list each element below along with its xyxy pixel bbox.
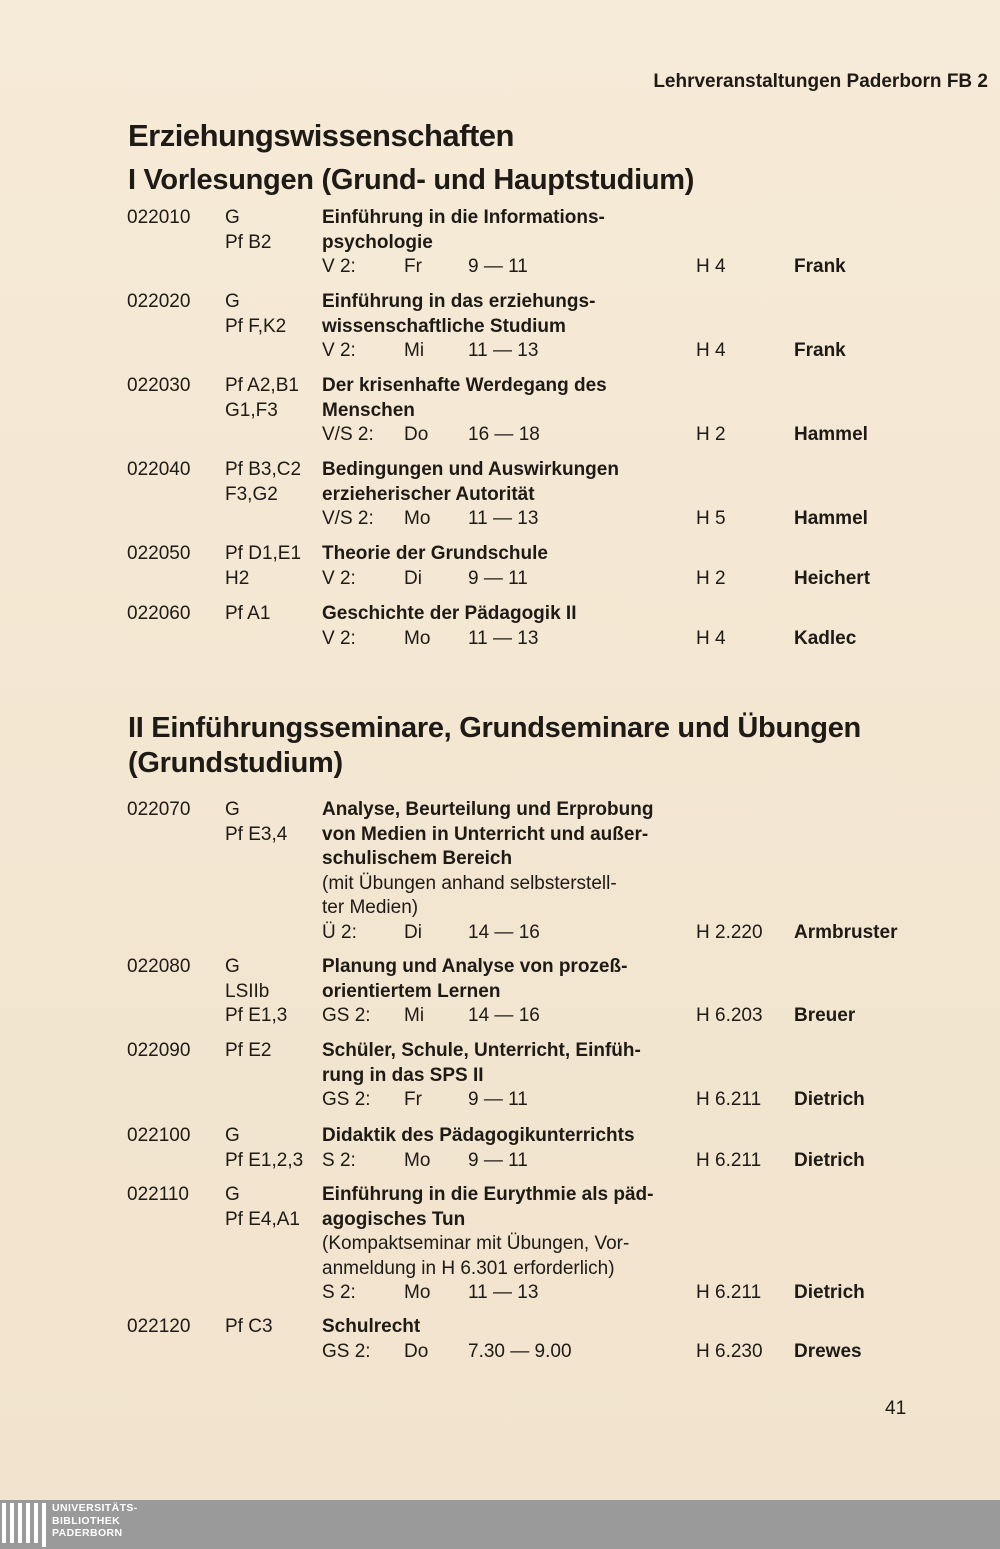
course-lecturer: Frank xyxy=(794,256,846,277)
course-type: GS 2: xyxy=(322,1005,371,1026)
course-codes xyxy=(225,290,286,339)
course-number: 022120 xyxy=(127,1316,191,1337)
course-code: Pf E2 xyxy=(225,1040,272,1061)
course-lecturer: Heichert xyxy=(794,567,871,589)
section-title xyxy=(128,163,694,198)
course-code: G xyxy=(225,207,240,228)
course-time: 11 — 13 xyxy=(468,340,539,361)
course-room: H 6.230 xyxy=(696,1340,763,1362)
course-time: 9 — 11 xyxy=(468,256,528,277)
course-schedule xyxy=(322,567,982,592)
course-lecturer: Armbruster xyxy=(794,921,898,943)
course-number: 022080 xyxy=(127,956,191,977)
course-details xyxy=(322,1183,982,1306)
course-lecturer: Hammel xyxy=(794,508,868,529)
course-details xyxy=(322,458,982,532)
course-schedule xyxy=(322,627,982,652)
course-code: Pf C3 xyxy=(225,1316,273,1337)
course-room: H 5 xyxy=(696,508,726,529)
library-logo-icon xyxy=(2,1503,46,1547)
course-type: S 2: xyxy=(322,1282,356,1303)
course-codes xyxy=(225,602,270,627)
course-number: 022050 xyxy=(127,543,191,564)
course-details xyxy=(322,602,982,651)
course-time: 11 — 13 xyxy=(468,508,539,529)
course-title-line: erzieherischer Autorität xyxy=(322,483,535,505)
course-lecturer: Breuer xyxy=(794,1005,856,1026)
course-code: Pf E4,A1 xyxy=(225,1208,300,1230)
course-schedule xyxy=(322,255,982,280)
section-title xyxy=(128,711,861,781)
course-type: V/S 2: xyxy=(322,424,374,445)
course-day: Fr xyxy=(404,256,422,277)
course-type: V 2: xyxy=(322,567,356,589)
course-room: H 4 xyxy=(696,256,726,277)
course-code: G1,F3 xyxy=(225,399,278,421)
course-title-line: Schüler, Schule, Unterricht, Einfüh- xyxy=(322,1040,641,1061)
course-code: LSIIb xyxy=(225,980,270,1002)
course-time: 9 — 11 xyxy=(468,567,528,589)
course-type: V 2: xyxy=(322,340,356,361)
course-lecturer: Hammel xyxy=(794,424,868,445)
page-number: 41 xyxy=(885,1398,907,1419)
course-number: 022100 xyxy=(127,1125,191,1146)
course-title-line: Bedingungen und Auswirkungen xyxy=(322,459,619,480)
course-room: H 6.211 xyxy=(696,1282,762,1303)
course-details xyxy=(322,798,982,945)
course-room: H 2 xyxy=(696,567,726,589)
course-code: Pf A1 xyxy=(225,603,271,624)
course-schedule xyxy=(322,1281,982,1306)
course-title-line: Einführung in die Eurythmie als päd- xyxy=(322,1184,654,1205)
course-day: Mo xyxy=(404,508,431,529)
course-time: 14 — 16 xyxy=(468,1005,540,1026)
course-number: 022030 xyxy=(127,375,191,396)
course-type: Ü 2: xyxy=(322,921,357,943)
course-details xyxy=(322,290,982,364)
course-lecturer: Kadlec xyxy=(794,627,857,649)
course-details xyxy=(322,542,982,591)
course-room: H 4 xyxy=(696,340,726,361)
course-code: G xyxy=(225,1125,240,1146)
course-room: H 2.220 xyxy=(696,921,763,943)
course-title-line: rung in das SPS II xyxy=(322,1064,484,1086)
course-room: H 4 xyxy=(696,627,726,649)
course-title-line: Didaktik des Pädagogikunterrichts xyxy=(322,1125,635,1146)
course-code: Pf E3,4 xyxy=(225,823,288,845)
course-schedule xyxy=(322,1088,982,1113)
section-title-line: (Grundstudium) xyxy=(128,747,343,779)
course-code: Pf E1,2,3 xyxy=(225,1149,304,1171)
library-name-line: PADERBORN xyxy=(52,1527,123,1539)
course-title-line: von Medien in Unterricht und außer- xyxy=(322,823,649,845)
course-code: H2 xyxy=(225,567,250,589)
course-details xyxy=(322,374,982,448)
course-title-line: orientiertem Lernen xyxy=(322,980,501,1002)
course-type: GS 2: xyxy=(322,1089,371,1110)
course-codes xyxy=(225,955,287,1029)
course-title-line: Menschen xyxy=(322,399,415,421)
section-title-line: II Einführungsseminare, Grundseminare und Übungen xyxy=(128,712,861,744)
course-title-line: Geschichte der Pädagogik II xyxy=(322,603,577,624)
course-time: 11 — 13 xyxy=(468,1282,539,1303)
course-room: H 6.211 xyxy=(696,1149,762,1171)
course-lecturer: Drewes xyxy=(794,1340,862,1362)
course-number: 022020 xyxy=(127,291,191,312)
course-number: 022070 xyxy=(127,799,191,820)
course-day: Fr xyxy=(404,1089,422,1110)
course-code: G xyxy=(225,799,240,820)
course-lecturer: Dietrich xyxy=(794,1149,865,1171)
course-day: Di xyxy=(404,567,422,589)
section-title-line: I Vorlesungen (Grund- und Hauptstudium) xyxy=(128,164,695,196)
course-codes xyxy=(225,374,299,423)
course-code: G xyxy=(225,291,240,312)
course-title-line: Einführung in die Informations- xyxy=(322,207,605,228)
course-note-line: (Kompaktseminar mit Übungen, Vor- xyxy=(322,1233,630,1254)
course-lecturer: Dietrich xyxy=(794,1089,865,1110)
course-title-line: Planung und Analyse von prozeß- xyxy=(322,956,628,977)
course-time: 14 — 16 xyxy=(468,921,540,943)
course-codes xyxy=(225,542,301,591)
course-number: 022110 xyxy=(127,1184,189,1205)
running-head: Lehrveranstaltungen Paderborn FB 2 xyxy=(653,71,988,92)
course-code: Pf B2 xyxy=(225,231,272,253)
course-schedule xyxy=(322,339,982,364)
course-codes xyxy=(225,206,271,255)
course-time: 16 — 18 xyxy=(468,424,540,445)
course-details xyxy=(322,955,982,1029)
course-schedule xyxy=(322,507,982,532)
course-day: Do xyxy=(404,424,429,445)
course-title-line: Der krisenhafte Werdegang des xyxy=(322,375,607,396)
course-codes xyxy=(225,1315,273,1340)
course-time: 11 — 13 xyxy=(468,627,539,649)
course-code: Pf A2,B1 xyxy=(225,375,299,396)
course-title-line: Analyse, Beurteilung und Erprobung xyxy=(322,799,654,820)
course-number: 022010 xyxy=(127,207,191,228)
course-schedule xyxy=(322,423,982,448)
course-code: G xyxy=(225,956,240,977)
course-code: Pf B3,C2 xyxy=(225,459,302,480)
course-code: F3,G2 xyxy=(225,483,278,505)
course-day: Mo xyxy=(404,627,431,649)
course-day: Mo xyxy=(404,1282,431,1303)
course-lecturer: Frank xyxy=(794,340,846,361)
course-schedule xyxy=(322,1340,982,1365)
course-title-line: schulischem Bereich xyxy=(322,848,513,869)
course-codes xyxy=(225,458,301,507)
course-number: 022060 xyxy=(127,603,191,624)
course-day: Mi xyxy=(404,340,425,361)
course-title-line: wissenschaftliche Studium xyxy=(322,315,566,337)
course-details xyxy=(322,1039,982,1113)
course-time: 9 — 11 xyxy=(468,1089,528,1110)
library-footer xyxy=(0,1500,1000,1549)
course-code: Pf E1,3 xyxy=(225,1005,288,1026)
library-name-line: BIBLIOTHEK xyxy=(52,1514,121,1527)
course-room: H 2 xyxy=(696,424,726,445)
course-type: V 2: xyxy=(322,627,356,649)
course-codes xyxy=(225,798,287,847)
course-schedule xyxy=(322,1004,982,1029)
course-type: GS 2: xyxy=(322,1340,371,1362)
department-title: Erziehungswissenschaften xyxy=(128,118,514,153)
course-details xyxy=(322,1315,982,1364)
course-type: V 2: xyxy=(322,256,356,277)
course-code: G xyxy=(225,1184,240,1205)
course-title-line: Schulrecht xyxy=(322,1316,421,1337)
course-time: 9 — 11 xyxy=(468,1149,528,1171)
course-note-line: (mit Übungen anhand selbsterstell- xyxy=(322,872,617,894)
course-codes xyxy=(225,1183,300,1232)
course-day: Mo xyxy=(404,1149,431,1171)
course-room: H 6.203 xyxy=(696,1005,763,1026)
course-code: Pf F,K2 xyxy=(225,315,287,337)
course-number: 022040 xyxy=(127,459,191,480)
course-note-line: ter Medien) xyxy=(322,897,419,918)
course-type: V/S 2: xyxy=(322,508,374,529)
course-title-line: psychologie xyxy=(322,231,433,253)
library-name xyxy=(52,1502,138,1540)
course-day: Mi xyxy=(404,1005,425,1026)
course-type: S 2: xyxy=(322,1149,356,1171)
course-schedule xyxy=(322,1149,982,1174)
course-details xyxy=(322,206,982,280)
course-number: 022090 xyxy=(127,1040,191,1061)
course-title-line: Einführung in das erziehungs- xyxy=(322,291,596,312)
course-day: Di xyxy=(404,921,422,943)
course-title-line: agogisches Tun xyxy=(322,1208,466,1230)
course-day: Do xyxy=(404,1340,429,1362)
course-codes xyxy=(225,1039,271,1064)
course-time: 7.30 — 9.00 xyxy=(468,1340,572,1362)
course-codes xyxy=(225,1124,303,1173)
course-lecturer: Dietrich xyxy=(794,1282,865,1303)
course-title-line: Theorie der Grundschule xyxy=(322,543,548,564)
course-note-line: anmeldung in H 6.301 erforderlich) xyxy=(322,1257,615,1279)
course-schedule xyxy=(322,921,982,946)
course-room: H 6.211 xyxy=(696,1089,762,1110)
library-name-line: UNIVERSITÄTS- xyxy=(52,1502,138,1514)
course-code: Pf D1,E1 xyxy=(225,543,302,564)
course-details xyxy=(322,1124,982,1173)
